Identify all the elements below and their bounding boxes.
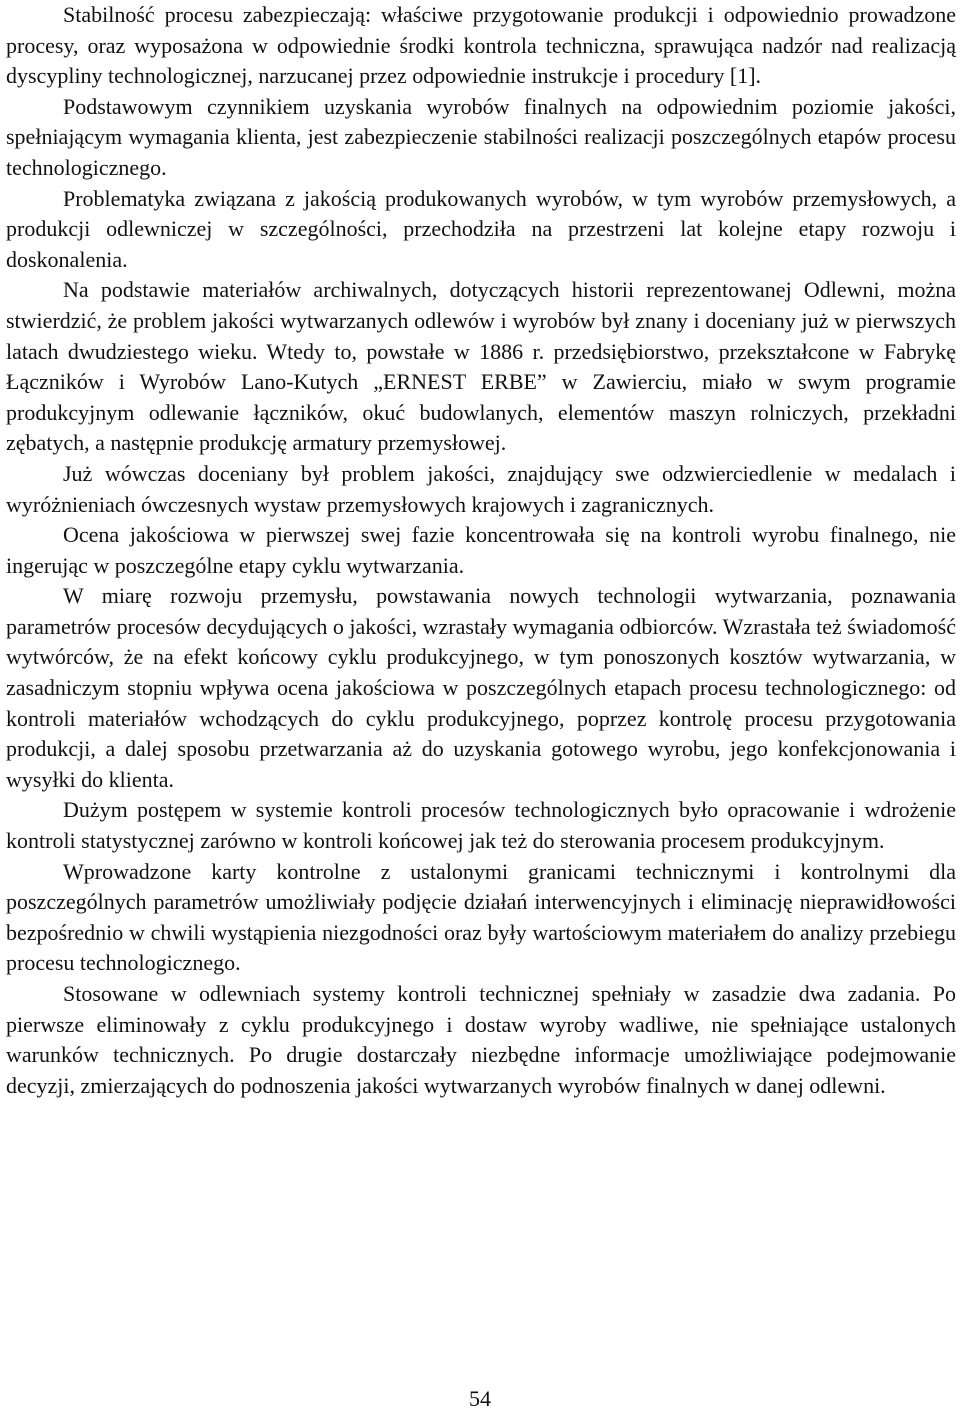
document-body [6,0,956,1101]
paragraph-statistical-control: Dużym postępem w systemie kontroli procesów technologicznych było opracowanie i wdrożenie kontroli statystycznej zarówno w kontroli końcowej jak też do sterowania procesem produkcyjnym. [6,797,956,854]
paragraph-basic-factor: Podstawowym czynnikiem uzyskania wyrobów finalnych na odpowiednim poziomie jakości, spełniającym wymagania klienta, jest zabezpieczenie stabilności realizacji poszczególnych etapów procesu technologicznego. [6,93,956,180]
page-number: 54 [469,1386,491,1411]
paragraph-medals: Już wówczas doceniany był problem jakości, znajdujący swe odzwierciedlenie w medalach i wyróżnieniach ówczesnych wystaw przemysłowych krajowych i zagranicznych. [6,460,956,517]
paragraph-process-stability: Stabilność procesu zabezpieczają: właściwe przygotowanie produkcji i odpowiednio prowadzone procesy, oraz wyposażona w odpowiednie środki kontrola techniczna, sprawująca nadzór nad realizacją dyscypliny technologicznej, narzucanej przez odpowiednie instrukcje i procedury [1]. [6,2,956,89]
paragraph-control-systems: Stosowane w odlewniach systemy kontroli technicznej spełniały w zasadzie dwa zadania. Po pierwsze eliminowały z cyklu produkcyjnego i dostaw wyroby wadliwe, nie spełniające ustalonych warunków technicznych. Po drugie dostarczały niezbędne informacje umożliwiające podejmowanie decyzji, zmierzających do podnoszenia jakości wytwarzanych wyrobów finalnych w danej odlewni. [6,981,956,1098]
paragraph-quality-problems: Problematyka związana z jakością produkowanych wyrobów, w tym wyrobów przemysłowych, a produkcji odlewniczej w szczególności, przechodziła na przestrzeni lat kolejne etapy rozwoju i doskonalenia. [6,185,956,272]
paragraph-foundry-history: Na podstawie materiałów archiwalnych, dotyczących historii reprezentowanej Odlewni, można stwierdzić, że problem jakości wytwarzanych odlewów i wyrobów był znany i doceniany już w pierwszych latach dwudziestego wieku. Wtedy to, powstałe w 1886 r. przedsiębiorstwo, przekształcone w Fabrykę Łączników i Wyrobów Lano-Kutych „ERNEST ERBE” w Zawierciu, miało w swym programie produkcyjnym odlewanie łączników, okuć budowlanych, elementów maszyn rolniczych, przekładni zębatych, a następnie produkcję armatury przemysłowej. [6,277,956,456]
paragraph-control-charts: Wprowadzone karty kontrolne z ustalonymi granicami technicznymi i kontrolnymi dla poszczególnych parametrów umożliwiały podjęcie działań interwencyjnych i eliminację nieprawidłowości bezpośrednio w chwili wystąpienia niezgodności oraz były wartościowym materiałem do analizy przebiegu procesu technologicznego. [6,858,956,976]
paragraph-industry-development: W miarę rozwoju przemysłu, powstawania nowych technologii wytwarzania, poznawania parametrów procesów decydujących o jakości, wzrastały wymagania odbiorców. Wzrastała też świadomość wytwórców, że na efekt końcowy cyklu produkcyjnego, w tym ponoszonych kosztów wytwarzania, w zasadniczym stopniu wpływa ocena jakościowa w poszczególnych etapach procesu technologicznego: od kontroli materiałów wchodzących do cyklu produkcyjnego, poprzez kontrolę procesu przygotowania produkcji, a dalej sposobu przetwarzania aż do uzyskania gotowego wyrobu, jego konfekcjonowania i wysyłki do klienta. [6,583,956,792]
paragraph-final-inspection: Ocena jakościowa w pierwszej swej fazie koncentrowała się na kontroli wyrobu finalnego, nie ingerując w poszczególne etapy cyklu wytwarzania. [6,522,956,578]
